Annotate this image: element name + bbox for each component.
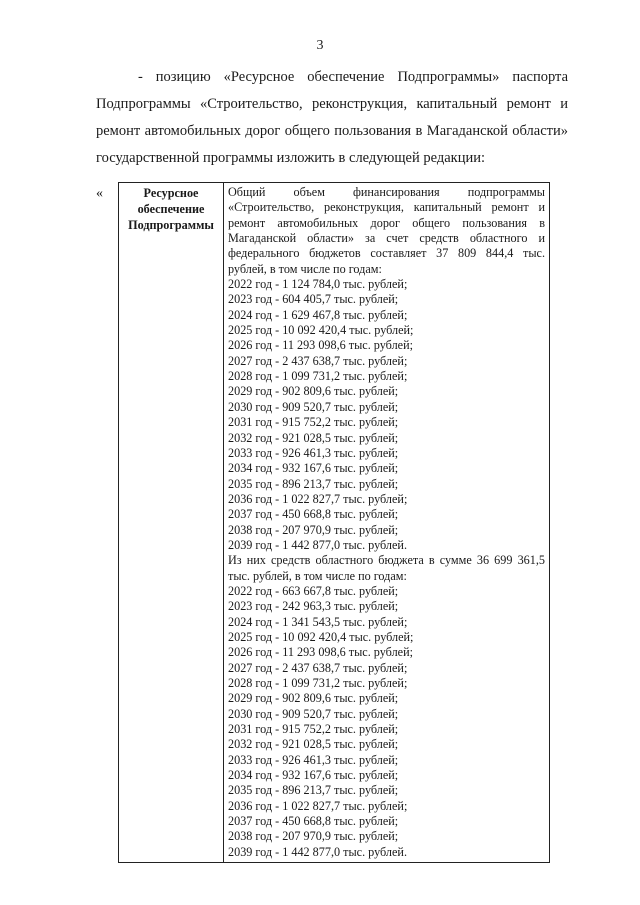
list-item: 2027 год - 2 437 638,7 тыс. рублей; [228,660,408,675]
list-item: 2038 год - 207 970,9 тыс. рублей; [228,829,399,844]
list-item: 2038 год - 207 970,9 тыс. рублей; [228,522,399,537]
intro-paragraph: - позицию «Ресурсное обеспечение Подпрограммы» паспорта Подпрограммы «Строительство, реконструкция, капитальный ремонт и ремонт автомобильных дорог общего пользования в Магаданской области» государственной программы изложить в следующей редакции: [96,69,568,166]
list-item: 2037 год - 450 668,8 тыс. рублей; [228,507,399,522]
regional-funding-text: Из них средств областного бюджета в сумме 36 699 361,5 [228,553,545,568]
list-item: 2034 год - 932 167,6 тыс. рублей; [228,768,399,783]
list-item: 2032 год - 921 028,5 тыс. рублей; [228,737,399,752]
list-item: 2028 год - 1 099 731,2 тыс. рублей; [228,369,408,384]
passport-table [118,182,550,863]
list-item: 2033 год - 926 461,3 тыс. рублей; [228,445,399,460]
list-item: 2030 год - 909 520,7 тыс. рублей; [228,706,399,721]
list-item: 2022 год - 1 124 784,0 тыс. рублей; [228,277,408,292]
list-item: 2029 год - 902 809,6 тыс. рублей; [228,384,399,399]
total-by-year-list [228,277,545,553]
list-item: 2029 год - 902 809,6 тыс. рублей; [228,691,399,706]
list-item: 2035 год - 896 213,7 тыс. рублей; [228,783,399,798]
list-item: 2030 год - 909 520,7 тыс. рублей; [228,399,399,414]
list-item: 2024 год - 1 341 543,5 тыс. рублей; [228,614,408,629]
opening-quote: « [96,186,103,201]
funding-content [224,183,550,863]
list-item: 2022 год - 663 667,8 тыс. рублей; [228,583,399,598]
list-item: 2024 год - 1 629 467,8 тыс. рублей; [228,307,408,322]
list-item: 2032 год - 921 028,5 тыс. рублей; [228,430,399,445]
list-item: 2033 год - 926 461,3 тыс. рублей; [228,752,399,767]
list-item: 2037 год - 450 668,8 тыс. рублей; [228,814,399,829]
list-item: 2034 год - 932 167,6 тыс. рублей; [228,461,399,476]
list-item: 2036 год - 1 022 827,7 тыс. рублей; [228,798,408,813]
list-item: 2023 год - 604 405,7 тыс. рублей; [228,292,399,307]
list-item: 2036 год - 1 022 827,7 тыс. рублей; [228,491,408,506]
list-item: 2039 год - 1 442 877,0 тыс. рублей. [228,537,407,552]
list-item: 2023 год - 242 963,3 тыс. рублей; [228,599,399,614]
list-item: 2031 год - 915 752,2 тыс. рублей; [228,722,399,737]
regional-by-year-list [228,584,545,860]
page-number: 3 [316,38,324,53]
total-funding-text: Общий объем финансирования подпрограммы «Строительство, реконструкция, капитальный ремонт и ремонт автомобильных дорог общего пользования в Магаданской области» за счет средств областного и федерального бюджетов составляет 37 809 844,4 тыс. [228,185,545,261]
list-item: 2031 год - 915 752,2 тыс. рублей; [228,415,399,430]
row-label: Ресурсное обеспечение Подпрограммы [119,183,224,863]
table-row [119,183,550,863]
list-item: 2028 год - 1 099 731,2 тыс. рублей; [228,676,408,690]
list-item: 2026 год - 11 293 098,6 тыс. рублей; [228,645,413,660]
list-item: 2025 год - 10 092 420,4 тыс. рублей; [228,629,414,644]
list-item: 2027 год - 2 437 638,7 тыс. рублей; [228,353,408,368]
list-item: 2025 год - 10 092 420,4 тыс. рублей; [228,323,414,338]
list-item: 2039 год - 1 442 877,0 тыс. рублей. [228,844,407,859]
list-item: 2026 год - 11 293 098,6 тыс. рублей; [228,338,413,353]
regional-funding-tail: тыс. рублей, в том числе по годам: [228,568,407,583]
total-funding-tail: рублей, в том числе по годам: [228,261,382,276]
list-item: 2035 год - 896 213,7 тыс. рублей; [228,476,399,491]
